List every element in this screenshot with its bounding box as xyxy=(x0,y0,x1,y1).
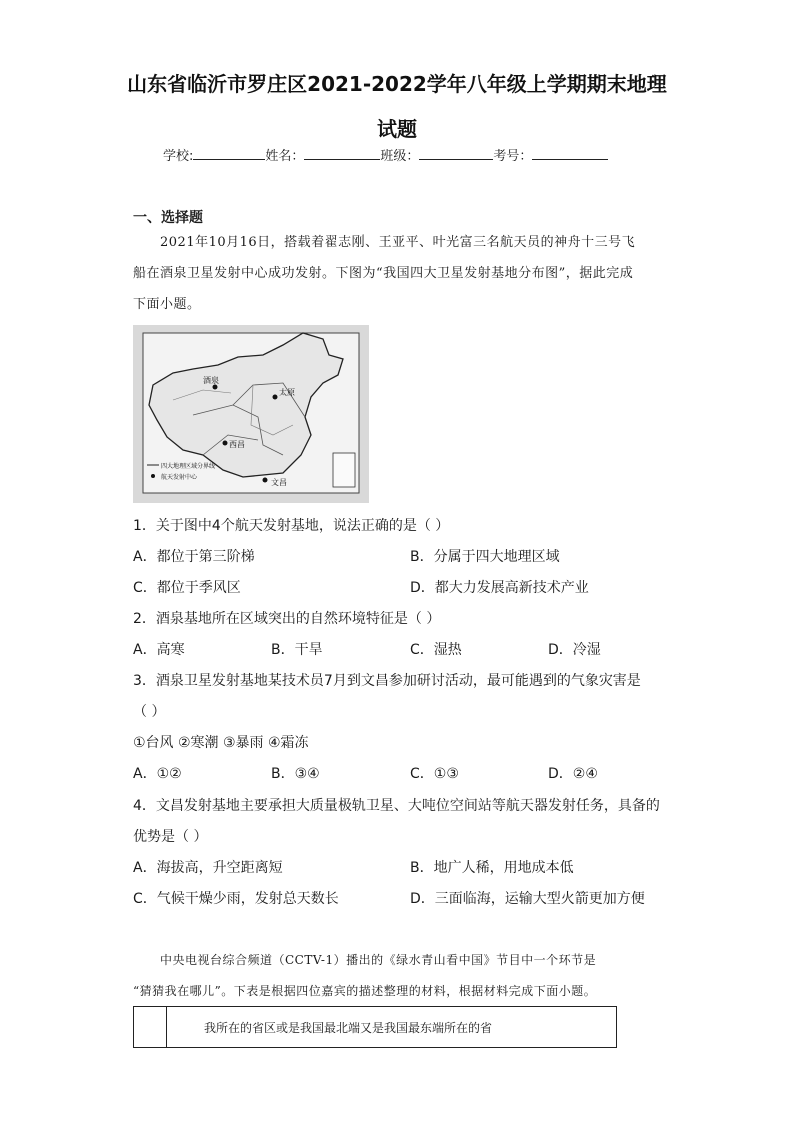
page-title-continued: 试题 xyxy=(377,117,417,141)
school-field[interactable] xyxy=(193,147,265,160)
school-label: 学校: xyxy=(163,149,194,164)
class-field[interactable] xyxy=(419,147,493,160)
question-3-stem: 3．酒泉卫星发射基地某技术员7月到文昌参加研讨活动，最可能遇到的气象灾害是 xyxy=(133,673,641,689)
map-label-xichang: 西昌 xyxy=(229,440,245,449)
question-3-stem-cont: （ ） xyxy=(133,704,166,720)
q1-option-b[interactable]: B．分属于四大地理区域 xyxy=(410,549,560,565)
q4-option-d[interactable]: D．三面临海，运输大型火箭更加方便 xyxy=(410,891,645,907)
intro-line-2: 船在酒泉卫星发射中心成功发射。下图为“我国四大卫星发射基地分布图”，据此完成 xyxy=(133,266,634,281)
q1-option-c[interactable]: C．都位于季风区 xyxy=(133,580,241,596)
passage2-line-1: 中央电视台综合频道（CCTV-1）播出的《绿水青山看中国》节目中一个环节是 xyxy=(160,953,597,967)
q3-option-b[interactable]: B．③④ xyxy=(271,766,320,782)
intro-line-3: 下面小题。 xyxy=(133,297,201,312)
launch-sites-map xyxy=(133,325,369,503)
name-label: 姓名： xyxy=(265,149,305,164)
q2-option-d[interactable]: D．冷湿 xyxy=(548,642,601,658)
q1-option-a[interactable]: A．都位于第三阶梯 xyxy=(133,549,255,565)
name-field[interactable] xyxy=(304,147,380,160)
q4-option-b[interactable]: B．地广人稀，用地成本低 xyxy=(410,860,574,876)
q2-option-c[interactable]: C．湿热 xyxy=(410,642,462,658)
q3-option-a[interactable]: A．①② xyxy=(133,766,182,782)
q2-option-b[interactable]: B．干旱 xyxy=(271,642,323,658)
table-index-cell xyxy=(134,1007,167,1047)
q3-option-c[interactable]: C．①③ xyxy=(410,766,459,782)
student-info-fields xyxy=(163,145,608,164)
clue-table xyxy=(133,1006,617,1048)
exam-no-label: 考号： xyxy=(493,149,533,164)
map-label-jiuquan: 酒泉 xyxy=(203,376,219,385)
question-2-stem: 2．酒泉基地所在区域突出的自然环境特征是（ ） xyxy=(133,611,441,627)
legend-launch-center: 航天发射中心 xyxy=(161,474,198,481)
exam-no-field[interactable] xyxy=(532,147,608,160)
passage2-line-2: “猜猜我在哪儿”。下表是根据四位嘉宾的描述整理的材料，根据材料完成下面小题。 xyxy=(133,984,597,998)
map-label-taiyuan: 太原 xyxy=(279,388,295,397)
question-1-stem: 1．关于图中4个航天发射基地，说法正确的是（ ） xyxy=(133,518,450,534)
legend-boundary: 四大地理区域分界线 xyxy=(161,463,216,470)
q1-option-d[interactable]: D．都大力发展高新技术产业 xyxy=(410,580,589,596)
section-heading: 一、选择题 xyxy=(133,210,203,226)
question-4-stem-cont: 优势是（ ） xyxy=(133,829,208,845)
question-3-choices: ①台风 ②寒潮 ③暴雨 ④霜冻 xyxy=(133,735,309,751)
class-label: 班级： xyxy=(380,149,420,164)
map-label-wenchang: 文昌 xyxy=(271,478,287,487)
question-4-stem: 4．文昌发射基地主要承担大质量极轨卫星、大吨位空间站等航天器发射任务，具备的 xyxy=(133,798,660,814)
q4-option-a[interactable]: A．海拔高，升空距离短 xyxy=(133,860,283,876)
q4-option-c[interactable]: C．气候干燥少雨，发射总天数长 xyxy=(133,891,339,907)
table-row-1-text: 我所在的省区或是我国最北端又是我国最东端所在的省 xyxy=(204,1021,493,1035)
page-title: 山东省临沂市罗庄区2021-2022学年八年级上学期期末地理 xyxy=(127,72,667,96)
q3-option-d[interactable]: D．②④ xyxy=(548,766,598,782)
intro-line-1: 2021年10月16日，搭载着翟志刚、王亚平、叶光富三名航天员的神舟十三号飞 xyxy=(160,235,636,250)
q2-option-a[interactable]: A．高寒 xyxy=(133,642,185,658)
